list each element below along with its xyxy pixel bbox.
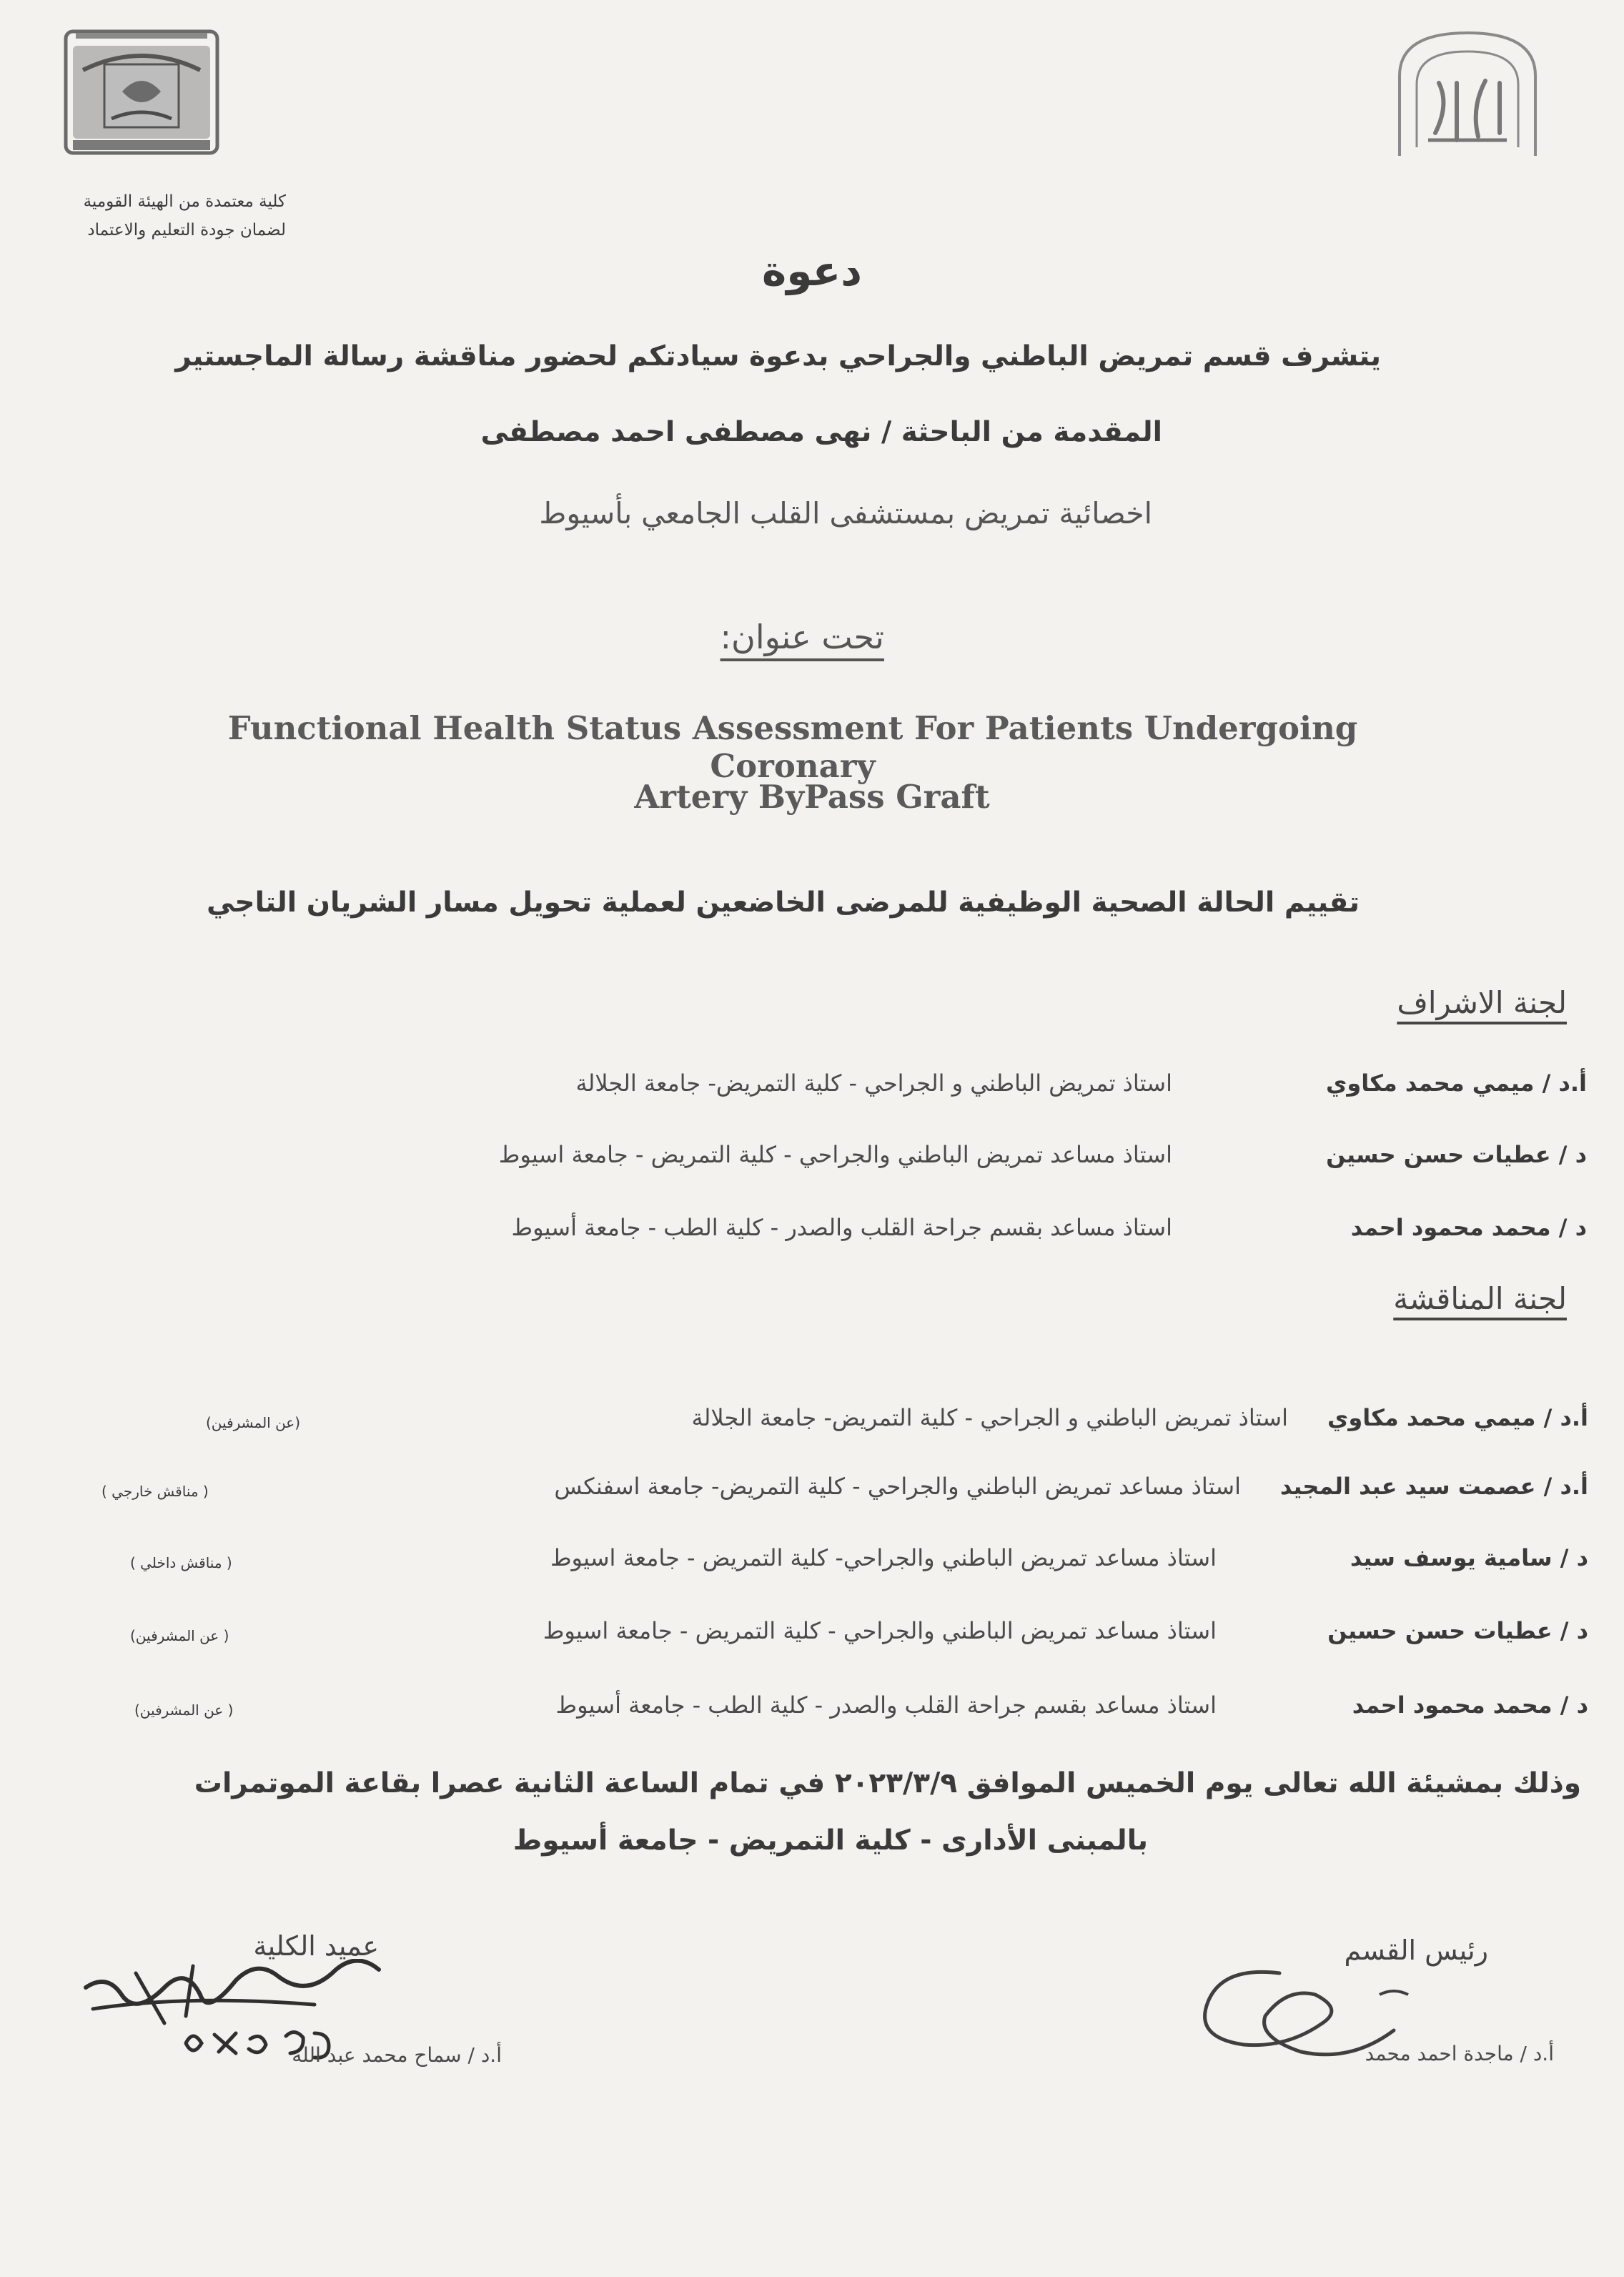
faculty-of-nursing-logo-icon	[61, 27, 222, 157]
thesis-title-arabic: تقييم الحالة الصحية الوظيفية للمرضى الخاضعين لعملية تحويل مسار الشريان التاجي	[207, 886, 1360, 919]
examination-committee-heading: لجنة المناقشة	[1393, 1281, 1567, 1316]
dean-label: عميد الكلية	[253, 1930, 379, 1962]
department-head-label: رئيس القسم	[1344, 1935, 1488, 1966]
examination-member	[73, 1404, 1588, 1447]
member-role: ( مناقش خارجي )	[102, 1483, 209, 1500]
thesis-title-label: تحت عنوان:	[720, 618, 884, 656]
member-role: ( عن المشرفين)	[134, 1701, 234, 1719]
member-name: د / محمد محمود احمد	[1350, 1214, 1587, 1241]
member-role: (عن المشرفين)	[206, 1414, 301, 1431]
member-name: د / عطيات حسن حسين	[1326, 1141, 1587, 1168]
examination-member	[73, 1617, 1588, 1660]
member-name: د / عطيات حسن حسين	[1327, 1617, 1588, 1644]
member-title: استاذ مساعد تمريض الباطني والجراحي - كلية التمريض - جامعة اسيوط	[543, 1617, 1217, 1644]
member-role: ( مناقش داخلي )	[130, 1554, 232, 1571]
member-title: استاذ مساعد بقسم جراحة القلب والصدر - كلية الطب - جامعة أسيوط	[511, 1214, 1172, 1241]
supervision-member	[157, 1070, 1587, 1112]
examination-member	[73, 1473, 1588, 1516]
invitation-intro: يتشرف قسم تمريض الباطني والجراحي بدعوة سيادتكم لحضور مناقشة رسالة الماجستير	[175, 340, 1381, 372]
member-role: ( عن المشرفين)	[130, 1627, 229, 1644]
member-name: د / محمد محمود احمد	[1352, 1691, 1588, 1719]
supervision-committee-heading: لجنة الاشراف	[1397, 985, 1567, 1020]
accreditation-line-2: لضمان جودة التعليم والاعتماد	[87, 221, 286, 239]
document-title: دعوة	[762, 247, 862, 295]
member-title: استاذ تمريض الباطني و الجراحي - كلية التمريض- جامعة الجلالة	[575, 1070, 1172, 1097]
department-head-name: أ.د / ماجدة احمد محمد	[1365, 2042, 1554, 2065]
defense-date-location: وذلك بمشيئة الله تعالى يوم الخميس الموافق ٢٠٢٣/٣/٩ في تمام الساعة الثانية عصرا بقاعة الموتمرات	[194, 1767, 1581, 1799]
member-title: استاذ تمريض الباطني و الجراحي - كلية التمريض- جامعة الجلالة	[691, 1404, 1288, 1431]
member-name: د / سامية يوسف سيد	[1350, 1544, 1588, 1571]
member-title: استاذ مساعد تمريض الباطني والجراحي - كلية التمريض - جامعة اسيوط	[498, 1141, 1172, 1168]
accreditation-line-1: كلية معتمدة من الهيئة القومية	[83, 192, 286, 211]
assiut-university-seal-icon	[1392, 26, 1543, 160]
member-name: أ.د / ميمي محمد مكاوي	[1326, 1070, 1587, 1097]
examination-member	[73, 1544, 1588, 1587]
member-title: استاذ مساعد بقسم جراحة القلب والصدر - كلية الطب - جامعة أسيوط	[555, 1691, 1217, 1719]
supervision-member	[157, 1214, 1587, 1257]
accreditation-note	[14, 187, 286, 245]
member-name: أ.د / ميمي محمد مكاوي	[1327, 1404, 1588, 1431]
researcher-name: المقدمة من الباحثة / نهى مصطفى احمد مصطفى	[480, 416, 1162, 448]
defense-venue: بالمبنى الأدارى - كلية التمريض - جامعة أسيوط	[513, 1824, 1148, 1857]
member-title: استاذ مساعد تمريض الباطني والجراحي - كلية التمريض- جامعة اسفنكس	[554, 1473, 1241, 1500]
dean-name: أ.د / سماح محمد عبد الله	[292, 2043, 502, 2067]
thesis-title-english-line-2: Artery ByPass Graft	[634, 778, 990, 816]
thesis-title-english-line-1: Functional Health Status Assessment For Patients Undergoing Coronary	[227, 709, 1358, 785]
researcher-position: اخصائية تمريض بمستشفى القلب الجامعي بأسيوط	[539, 496, 1152, 530]
examination-member	[73, 1691, 1588, 1734]
member-name: أ.د / عصمت سيد عبد المجيد	[1279, 1473, 1588, 1500]
member-title: استاذ مساعد تمريض الباطني والجراحي- كلية التمريض - جامعة اسيوط	[550, 1544, 1217, 1571]
supervision-member	[157, 1141, 1587, 1184]
